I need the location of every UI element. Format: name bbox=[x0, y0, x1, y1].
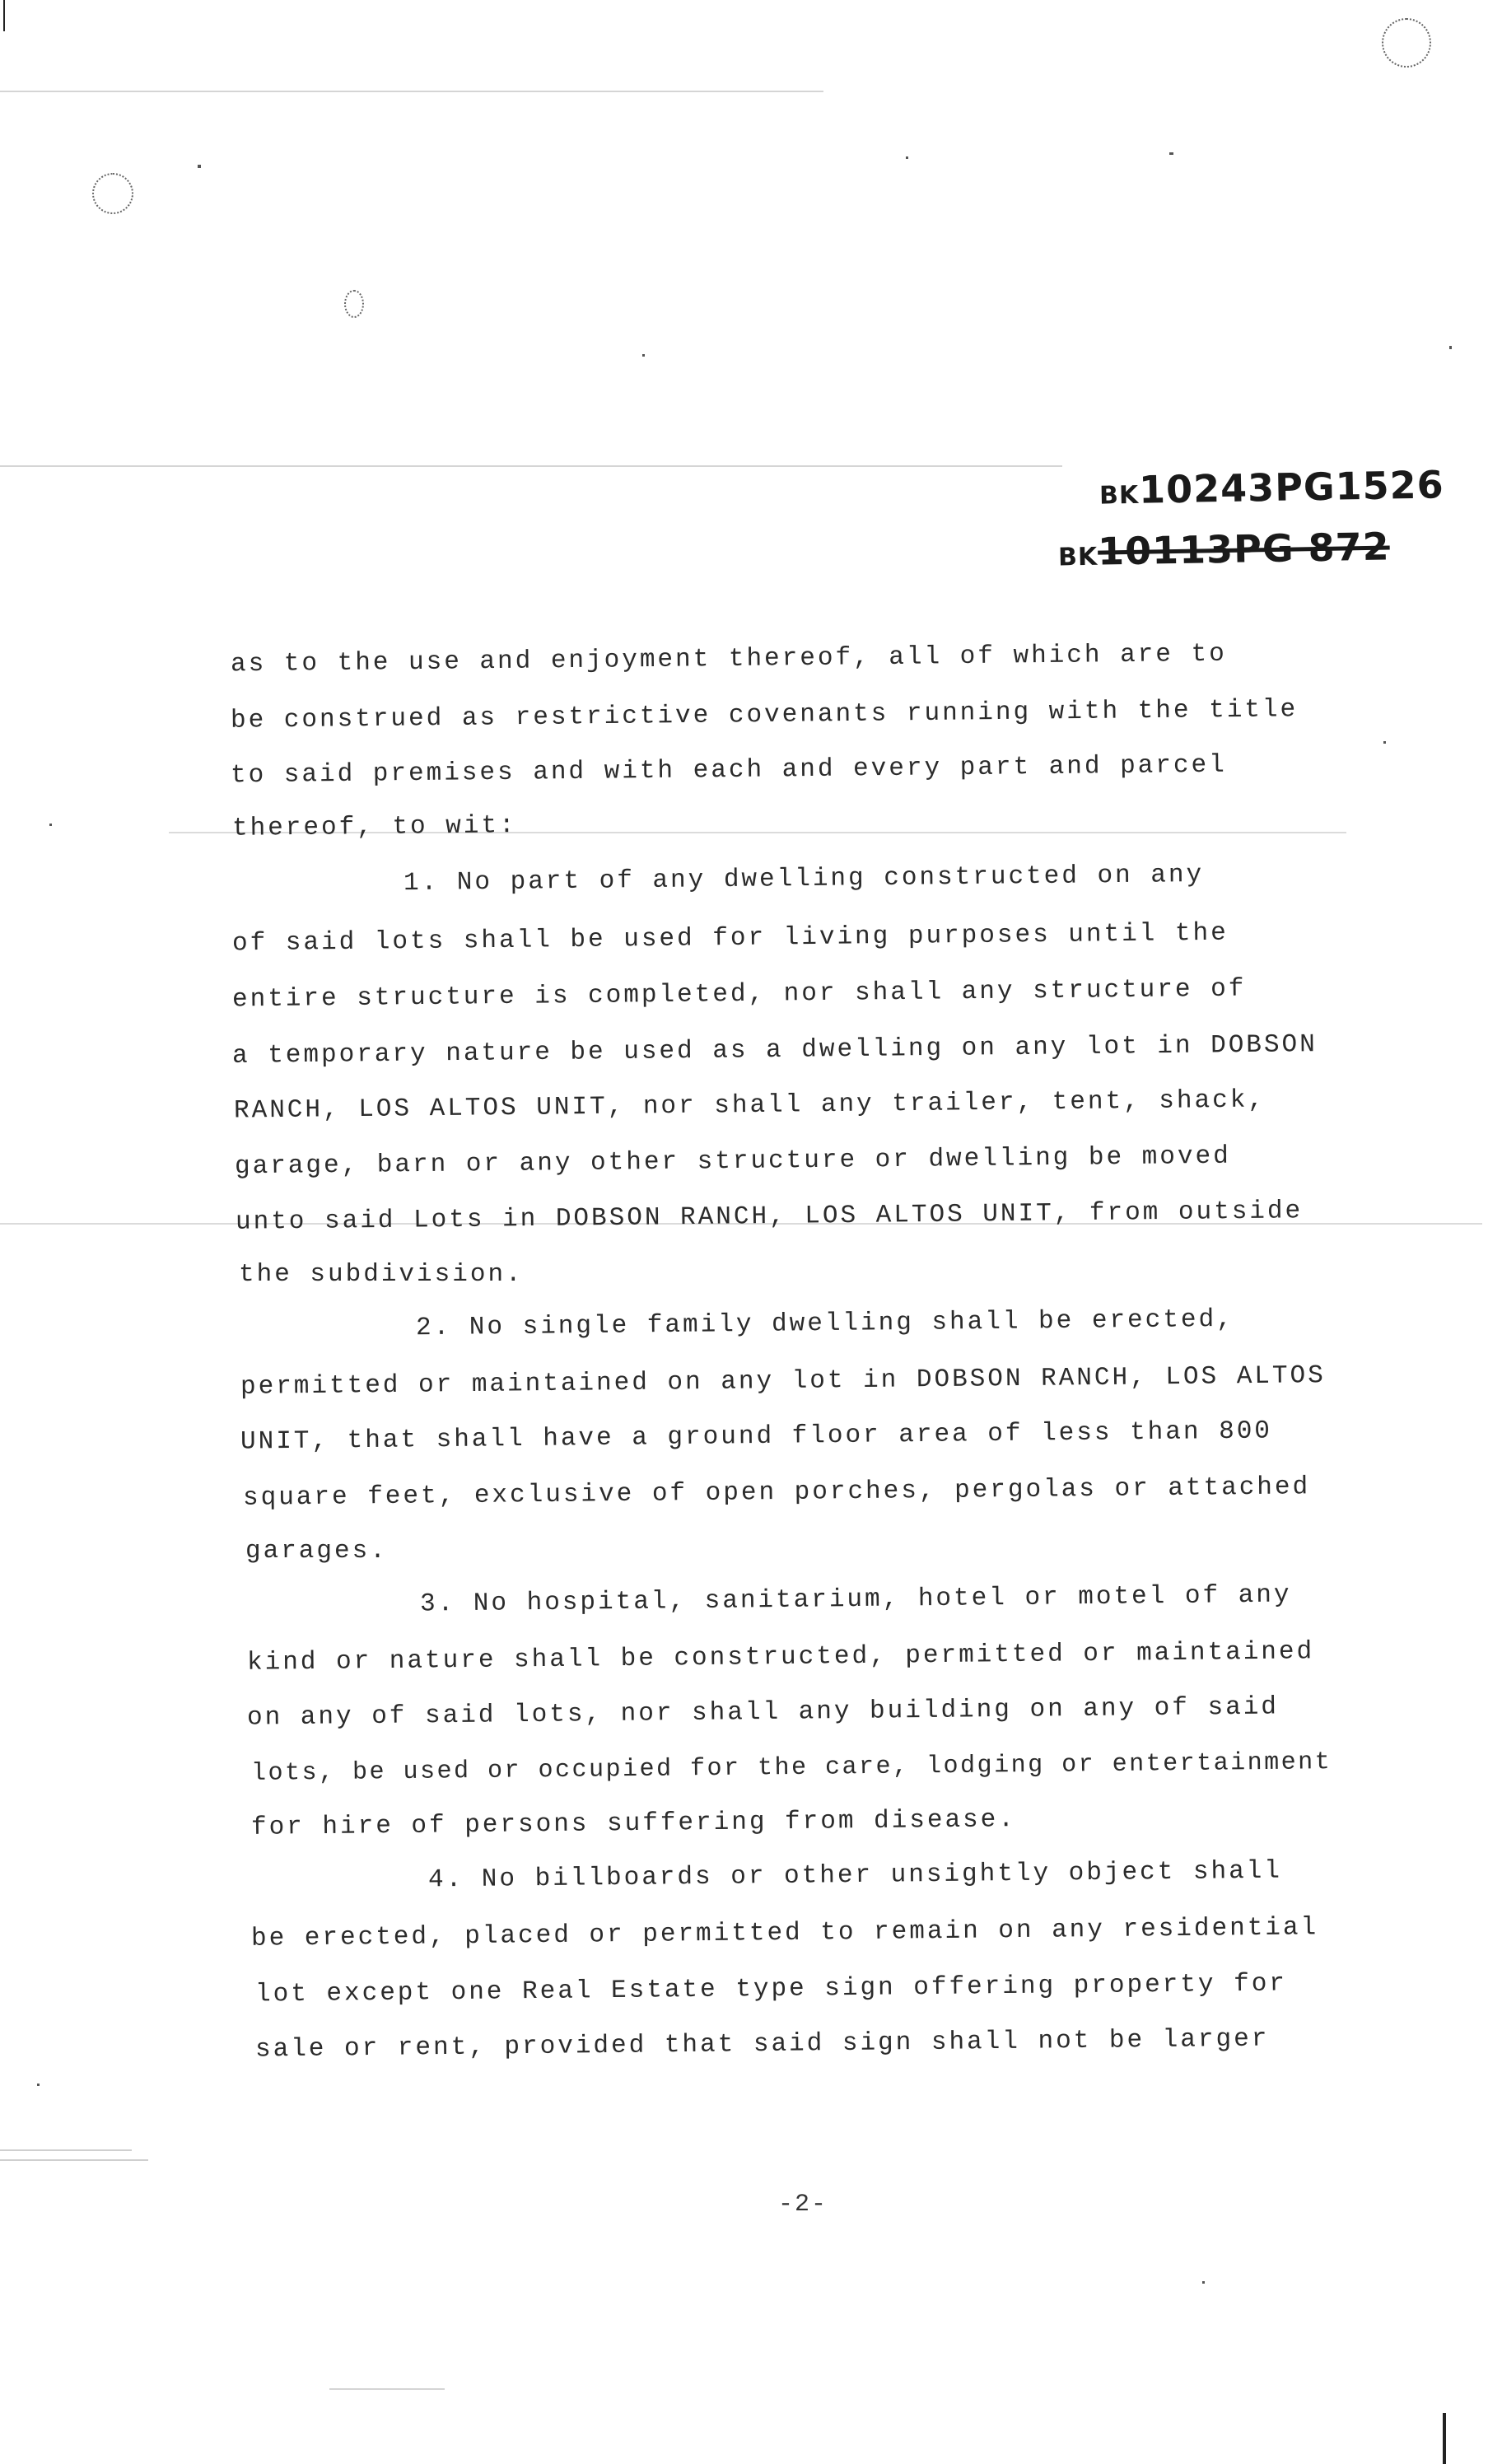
scan-artifact-circle bbox=[92, 173, 133, 214]
text-line: 3. No hospital, sanitarium, hotel or motel of any bbox=[419, 1580, 1292, 1619]
scan-artifact-speck bbox=[198, 165, 201, 168]
text-line: a temporary nature be used as a dwelling on any lot in DOBSON bbox=[231, 1030, 1318, 1071]
book-ref-number: 10243PG1526 bbox=[1138, 462, 1445, 512]
text-line: UNIT, that shall have a ground floor area of less than 800 bbox=[240, 1416, 1273, 1457]
scan-artifact-dash bbox=[0, 2159, 148, 2161]
text-line: RANCH, LOS ALTOS UNIT, nor shall any trailer, tent, shack, bbox=[233, 1085, 1266, 1126]
book-ref-prefix: BK bbox=[1099, 480, 1140, 511]
text-line: permitted or maintained on any lot in DOBSON RANCH, LOS ALTOS bbox=[240, 1361, 1326, 1402]
text-line: lot except one Real Estate type sign offering property for bbox=[254, 1969, 1288, 2009]
text-line: 2. No single family dwelling shall be erected, bbox=[415, 1304, 1234, 1343]
text-line: be erected, placed or permitted to remain on any residential bbox=[250, 1913, 1319, 1953]
text-line: lots, be used or occupied for the care, lodging or entertainment bbox=[250, 1748, 1332, 1788]
text-line: of said lots shall be used for living purposes until the bbox=[231, 918, 1229, 959]
scan-artifact-speck bbox=[37, 2084, 40, 2086]
scan-artifact-dash bbox=[329, 2388, 445, 2390]
scan-artifact-edge bbox=[1443, 2413, 1446, 2464]
book-page-reference-superseded bbox=[1058, 524, 1391, 574]
book-page-reference bbox=[1099, 462, 1445, 512]
scan-artifact-speck bbox=[49, 824, 52, 826]
text-line: on any of said lots, nor shall any building on any of said bbox=[246, 1692, 1280, 1733]
text-line: thereof, to wit: bbox=[231, 811, 517, 843]
text-line: for hire of persons suffering from disease. bbox=[250, 1805, 1017, 1842]
scan-artifact-speck bbox=[642, 354, 645, 357]
scan-artifact-speck bbox=[1383, 741, 1386, 744]
scan-artifact-edge bbox=[3, 0, 5, 31]
scan-artifact-speck bbox=[1449, 346, 1452, 349]
book-ref-number: 10113PG 872 bbox=[1097, 524, 1391, 574]
scan-artifact-speck bbox=[1202, 2281, 1205, 2284]
text-line: sale or rent, provided that said sign shall not be larger bbox=[254, 2024, 1270, 2065]
scan-artifact-speck bbox=[906, 156, 908, 159]
text-line: 4. No billboards or other unsightly object shall bbox=[427, 1856, 1283, 1895]
text-line: square feet, exclusive of open porches, pergolas or attached bbox=[242, 1472, 1311, 1513]
text-line: unto said Lots in DOBSON RANCH, LOS ALTOS UNIT, from outside bbox=[235, 1197, 1304, 1237]
scan-artifact-dash bbox=[0, 2149, 132, 2151]
text-line: as to the use and enjoyment thereof, all of which are to bbox=[230, 639, 1227, 679]
text-line: the subdivision. bbox=[239, 1260, 524, 1289]
text-line: 1. No part of any dwelling constructed on any bbox=[403, 860, 1205, 898]
scan-artifact-circle bbox=[344, 290, 364, 318]
page-number: -2- bbox=[778, 2191, 828, 2219]
text-line: garages. bbox=[245, 1537, 388, 1566]
text-line: to said premises and with each and every part and parcel bbox=[230, 750, 1227, 791]
text-line: garage, barn or any other structure or dwelling be moved bbox=[234, 1141, 1231, 1182]
text-line: be construed as restrictive covenants running with the title bbox=[230, 695, 1299, 735]
scan-artifact-circle bbox=[1382, 18, 1431, 68]
scan-artifact-dash bbox=[0, 465, 1062, 467]
scan-artifact-dash bbox=[0, 91, 823, 92]
text-line: kind or nature shall be constructed, permitted or maintained bbox=[246, 1637, 1315, 1678]
scan-artifact-speck bbox=[1169, 152, 1173, 155]
book-ref-prefix: BK bbox=[1057, 542, 1099, 572]
text-line: entire structure is completed, nor shall any structure of bbox=[231, 974, 1247, 1015]
